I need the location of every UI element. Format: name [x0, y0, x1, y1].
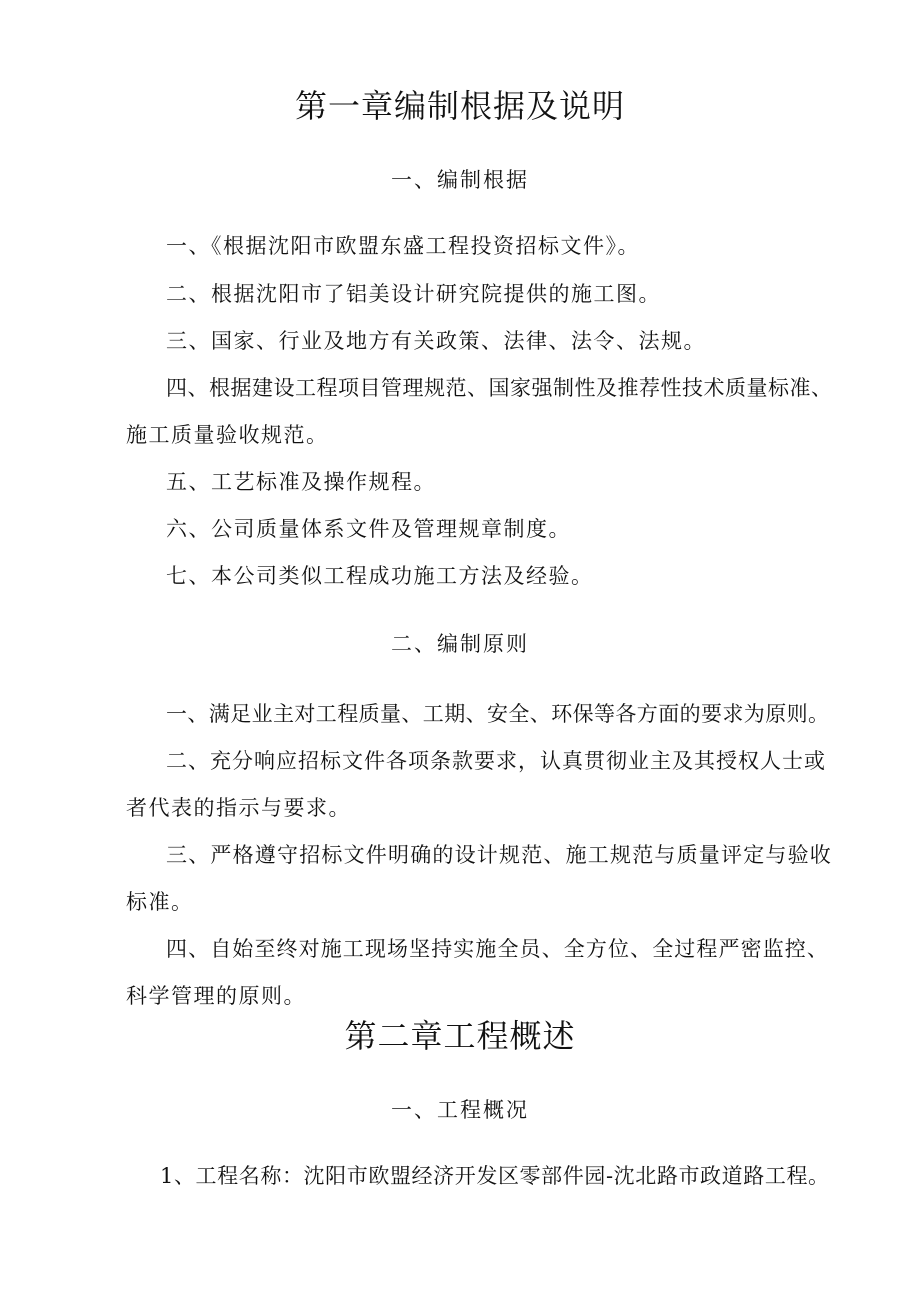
principle-item-3: 三、严格遵守招标文件明确的设计规范、施工规范与质量评定与验收 [166, 843, 832, 867]
section-overview-title: 一、工程概况 [391, 1098, 529, 1122]
principle-item-3-continued: 标准。 [126, 890, 194, 914]
principle-item-4: 四、自始至终对施工现场坚持实施全员、全方位、全过程严密监控、 [166, 937, 829, 961]
chapter-1-title: 第一章编制根据及说明 [294, 87, 625, 125]
section-2-title: 二、编制原则 [391, 632, 529, 656]
basis-item-6: 六、公司质量体系文件及管理规章制度。 [166, 517, 571, 541]
basis-item-1: 一、《根据沈阳市欧盟东盛工程投资招标文件》。 [166, 234, 640, 258]
principle-item-2-continued: 者代表的指示与要求。 [126, 796, 351, 820]
section-1-title: 一、编制根据 [391, 168, 529, 192]
basis-item-7: 七、本公司类似工程成功施工方法及经验。 [166, 564, 594, 588]
basis-item-3: 三、国家、行业及地方有关政策、法律、法令、法规。 [166, 329, 706, 353]
principle-item-4-continued: 科学管理的原则。 [126, 984, 306, 1008]
chapter-2-title: 第二章工程概述 [344, 1017, 576, 1055]
principle-item-1: 一、满足业主对工程质量、工期、安全、环保等各方面的要求为原则。 [166, 702, 830, 726]
basis-item-5: 五、工艺标准及操作规程。 [166, 470, 436, 494]
basis-item-4: 四、根据建设工程项目管理规范、国家强制性及推荐性技术质量标准、 [166, 376, 833, 400]
overview-item-1: 1、工程名称：沈阳市欧盟经济开发区零部件园-沈北路市政道路工程。 [160, 1164, 830, 1188]
principle-item-2: 二、充分响应招标文件各项条款要求，认真贯彻业主及其授权人士或 [166, 749, 826, 773]
basis-item-4-continued: 施工质量验收规范。 [126, 423, 329, 447]
basis-item-2: 二、根据沈阳市了铝美设计研究院提供的施工图。 [166, 282, 661, 306]
